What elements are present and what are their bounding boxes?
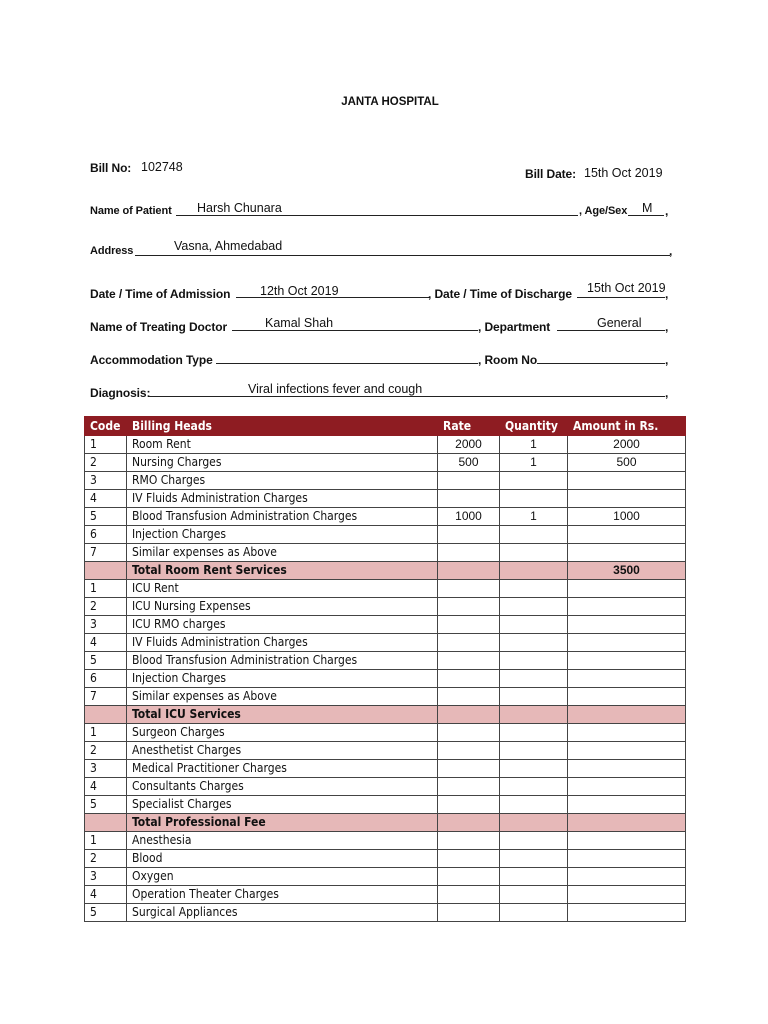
cell-billing-head: Total Room Rent Services <box>127 562 438 580</box>
table-row <box>85 868 686 886</box>
cell-rate: 2000 <box>438 436 500 454</box>
cell-amount <box>568 616 686 634</box>
cell-amount <box>568 544 686 562</box>
cell-rate <box>438 472 500 490</box>
cell-rate <box>438 886 500 904</box>
cell-quantity <box>500 526 568 544</box>
discharge-label: , Date / Time of Discharge <box>428 287 572 301</box>
cell-quantity <box>500 742 568 760</box>
cell-code: 3 <box>85 616 127 634</box>
cell-billing-head: Blood Transfusion Administration Charges <box>127 508 438 526</box>
table-row <box>85 688 686 706</box>
cell-code: 5 <box>85 796 127 814</box>
cell-amount <box>568 850 686 868</box>
cell-code: 2 <box>85 454 127 472</box>
cell-billing-head: ICU Nursing Expenses <box>127 598 438 616</box>
table-row <box>85 490 686 508</box>
accommodation-label: Accommodation Type <box>90 353 213 367</box>
col-header-code: Code <box>85 417 127 436</box>
cell-rate <box>438 526 500 544</box>
cell-amount <box>568 796 686 814</box>
table-row <box>85 526 686 544</box>
bill-date-value: 15th Oct 2019 <box>584 166 663 180</box>
diagnosis-label: Diagnosis: <box>90 386 151 400</box>
cell-code: 2 <box>85 742 127 760</box>
table-row <box>85 436 686 454</box>
col-header-amount: Amount in Rs. <box>568 417 686 436</box>
cell-rate: 1000 <box>438 508 500 526</box>
cell-quantity <box>500 544 568 562</box>
cell-billing-head: Medical Practitioner Charges <box>127 760 438 778</box>
cell-billing-head: Anesthesia <box>127 832 438 850</box>
cell-code: 1 <box>85 724 127 742</box>
cell-quantity <box>500 796 568 814</box>
table-row <box>85 724 686 742</box>
diagnosis-comma: , <box>665 386 669 400</box>
room-no-underline <box>537 363 665 364</box>
admission-value: 12th Oct 2019 <box>260 284 339 298</box>
cell-amount <box>568 832 686 850</box>
bill-date-label: Bill Date: <box>525 167 577 181</box>
table-row <box>85 850 686 868</box>
age-sex-comma: , <box>665 204 669 218</box>
doctor-value: Kamal Shah <box>265 316 334 330</box>
department-value: General <box>597 316 642 330</box>
address-label: Address <box>90 245 134 257</box>
cell-code: 5 <box>85 508 127 526</box>
cell-amount <box>568 904 686 922</box>
patient-name: Harsh Chunara <box>197 201 282 215</box>
doctor-underline <box>232 330 478 331</box>
cell-amount: 2000 <box>568 436 686 454</box>
cell-amount <box>568 724 686 742</box>
cell-code: 1 <box>85 580 127 598</box>
cell-code: 5 <box>85 652 127 670</box>
cell-billing-head: Oxygen <box>127 868 438 886</box>
cell-code: 6 <box>85 670 127 688</box>
cell-code: 4 <box>85 490 127 508</box>
cell-quantity: 1 <box>500 508 568 526</box>
cell-billing-head: RMO Charges <box>127 472 438 490</box>
cell-billing-head: ICU RMO charges <box>127 616 438 634</box>
cell-amount <box>568 706 686 724</box>
cell-code: 4 <box>85 886 127 904</box>
cell-amount: 3500 <box>568 562 686 580</box>
cell-quantity <box>500 670 568 688</box>
doctor-label: Name of Treating Doctor <box>90 320 228 334</box>
cell-rate <box>438 868 500 886</box>
cell-billing-head: Operation Theater Charges <box>127 886 438 904</box>
cell-quantity: 1 <box>500 454 568 472</box>
cell-amount <box>568 490 686 508</box>
table-total-row <box>85 706 686 724</box>
cell-code: 2 <box>85 598 127 616</box>
cell-amount <box>568 526 686 544</box>
cell-rate <box>438 634 500 652</box>
cell-code: 6 <box>85 526 127 544</box>
cell-quantity <box>500 760 568 778</box>
age-sex-label: , Age/Sex <box>579 205 628 217</box>
cell-quantity: 1 <box>500 436 568 454</box>
table-row <box>85 616 686 634</box>
cell-rate <box>438 670 500 688</box>
cell-amount: 1000 <box>568 508 686 526</box>
table-row <box>85 508 686 526</box>
cell-code: 7 <box>85 688 127 706</box>
table-row <box>85 634 686 652</box>
cell-code <box>85 562 127 580</box>
cell-rate <box>438 850 500 868</box>
cell-billing-head: Room Rent <box>127 436 438 454</box>
cell-rate <box>438 652 500 670</box>
cell-quantity <box>500 616 568 634</box>
cell-rate <box>438 688 500 706</box>
table-row <box>85 454 686 472</box>
cell-billing-head: Total ICU Services <box>127 706 438 724</box>
billing-table <box>84 416 686 922</box>
department-underline <box>557 330 665 331</box>
cell-code: 3 <box>85 760 127 778</box>
table-row <box>85 580 686 598</box>
cell-rate <box>438 814 500 832</box>
cell-code <box>85 706 127 724</box>
cell-rate <box>438 706 500 724</box>
cell-quantity <box>500 706 568 724</box>
table-row <box>85 652 686 670</box>
table-row <box>85 670 686 688</box>
cell-quantity <box>500 562 568 580</box>
cell-quantity <box>500 490 568 508</box>
department-label: , Department <box>478 320 551 334</box>
age-sex-underline <box>628 215 664 216</box>
diagnosis-value: Viral infections fever and cough <box>248 382 423 396</box>
cell-rate <box>438 760 500 778</box>
table-row <box>85 472 686 490</box>
cell-amount <box>568 778 686 796</box>
cell-billing-head: Surgical Appliances <box>127 904 438 922</box>
cell-billing-head: Anesthetist Charges <box>127 742 438 760</box>
cell-rate <box>438 742 500 760</box>
room-no-label: , Room No <box>478 353 538 367</box>
address-underline <box>135 255 670 256</box>
cell-code: 5 <box>85 904 127 922</box>
cell-amount <box>568 634 686 652</box>
cell-rate <box>438 724 500 742</box>
cell-code: 4 <box>85 634 127 652</box>
accommodation-underline <box>216 363 478 364</box>
table-row <box>85 778 686 796</box>
diagnosis-underline <box>149 396 665 397</box>
cell-quantity <box>500 886 568 904</box>
cell-rate <box>438 832 500 850</box>
cell-billing-head: Total Professional Fee <box>127 814 438 832</box>
cell-code: 2 <box>85 850 127 868</box>
discharge-comma: , <box>665 287 669 301</box>
hospital-title: JANTA HOSPITAL <box>341 96 439 108</box>
cell-rate: 500 <box>438 454 500 472</box>
cell-billing-head: IV Fluids Administration Charges <box>127 490 438 508</box>
table-header-row <box>85 417 686 436</box>
cell-code: 3 <box>85 868 127 886</box>
cell-amount <box>568 886 686 904</box>
cell-billing-head: IV Fluids Administration Charges <box>127 634 438 652</box>
cell-amount <box>568 742 686 760</box>
cell-code <box>85 814 127 832</box>
cell-quantity <box>500 814 568 832</box>
cell-amount <box>568 670 686 688</box>
col-header-rate: Rate <box>438 417 500 436</box>
cell-amount <box>568 760 686 778</box>
cell-rate <box>438 562 500 580</box>
cell-code: 1 <box>85 832 127 850</box>
table-row <box>85 544 686 562</box>
cell-quantity <box>500 778 568 796</box>
cell-amount <box>568 472 686 490</box>
cell-quantity <box>500 904 568 922</box>
address-comma: , <box>669 244 673 258</box>
cell-rate <box>438 904 500 922</box>
cell-billing-head: Similar expenses as Above <box>127 688 438 706</box>
table-row <box>85 598 686 616</box>
cell-code: 7 <box>85 544 127 562</box>
bill-no-label: Bill No: <box>90 161 132 175</box>
cell-billing-head: Consultants Charges <box>127 778 438 796</box>
cell-rate <box>438 490 500 508</box>
cell-quantity <box>500 634 568 652</box>
cell-amount <box>568 868 686 886</box>
cell-quantity <box>500 652 568 670</box>
department-comma: , <box>665 320 669 334</box>
bill-no-value: 102748 <box>141 160 183 174</box>
cell-quantity <box>500 580 568 598</box>
cell-rate <box>438 580 500 598</box>
age-sex-value: M <box>642 201 653 215</box>
cell-billing-head: ICU Rent <box>127 580 438 598</box>
col-header-billing-heads: Billing Heads <box>127 417 438 436</box>
cell-quantity <box>500 832 568 850</box>
room-no-comma: , <box>665 353 669 367</box>
discharge-underline <box>577 297 665 298</box>
col-header-quantity: Quantity <box>500 417 568 436</box>
cell-billing-head: Nursing Charges <box>127 454 438 472</box>
cell-amount <box>568 598 686 616</box>
cell-rate <box>438 616 500 634</box>
cell-billing-head: Blood <box>127 850 438 868</box>
cell-amount <box>568 580 686 598</box>
cell-billing-head: Injection Charges <box>127 670 438 688</box>
admission-label: Date / Time of Admission <box>90 287 231 301</box>
cell-rate <box>438 796 500 814</box>
cell-rate <box>438 778 500 796</box>
cell-amount <box>568 652 686 670</box>
table-row <box>85 742 686 760</box>
cell-quantity <box>500 724 568 742</box>
table-row <box>85 760 686 778</box>
cell-quantity <box>500 868 568 886</box>
cell-quantity <box>500 850 568 868</box>
cell-quantity <box>500 688 568 706</box>
cell-billing-head: Specialist Charges <box>127 796 438 814</box>
cell-code: 4 <box>85 778 127 796</box>
cell-amount <box>568 814 686 832</box>
table-row <box>85 832 686 850</box>
cell-rate <box>438 598 500 616</box>
table-total-row <box>85 814 686 832</box>
table-total-row <box>85 562 686 580</box>
cell-billing-head: Similar expenses as Above <box>127 544 438 562</box>
cell-quantity <box>500 598 568 616</box>
table-row <box>85 886 686 904</box>
cell-rate <box>438 544 500 562</box>
cell-code: 1 <box>85 436 127 454</box>
cell-code: 3 <box>85 472 127 490</box>
address-value: Vasna, Ahmedabad <box>174 239 283 253</box>
cell-amount <box>568 688 686 706</box>
cell-quantity <box>500 472 568 490</box>
patient-underline <box>176 215 578 216</box>
table-row <box>85 904 686 922</box>
discharge-value: 15th Oct 2019 <box>587 281 666 295</box>
cell-billing-head: Injection Charges <box>127 526 438 544</box>
patient-label: Name of Patient <box>90 205 172 217</box>
cell-billing-head: Surgeon Charges <box>127 724 438 742</box>
cell-billing-head: Blood Transfusion Administration Charges <box>127 652 438 670</box>
cell-amount: 500 <box>568 454 686 472</box>
table-row <box>85 796 686 814</box>
